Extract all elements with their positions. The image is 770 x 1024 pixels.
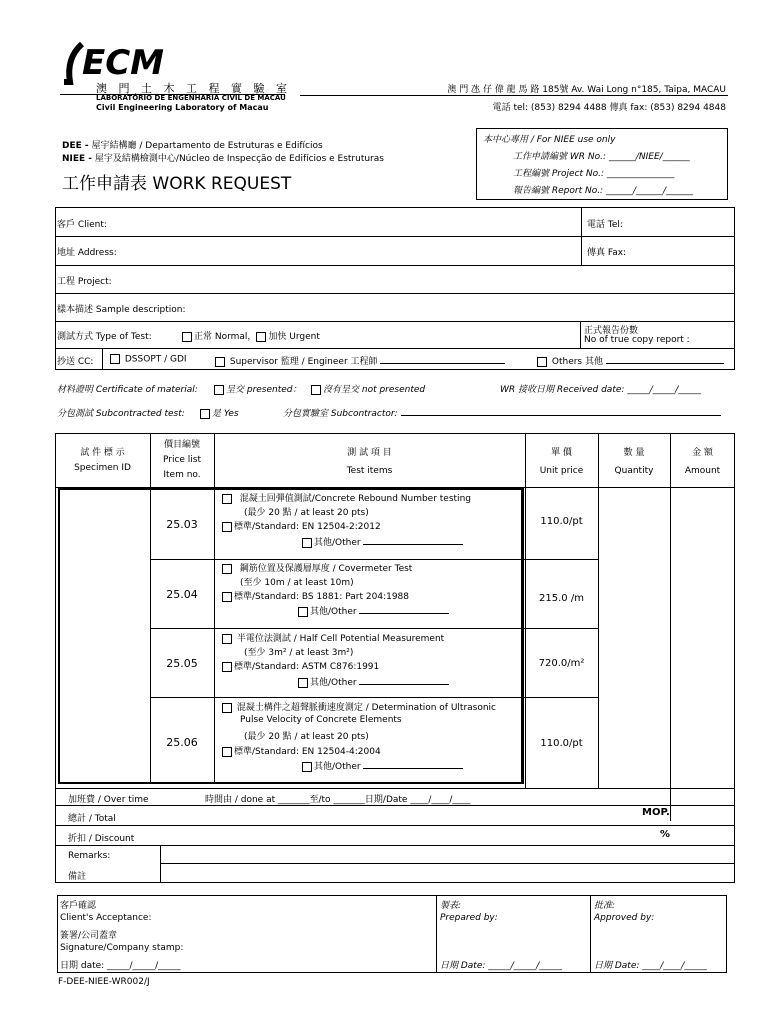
dept-dee: DEE - 屋宇結構廳 / Departamento de Estruturas e Edifícios bbox=[62, 141, 323, 151]
client-acceptance-en: Client's Acceptance: bbox=[60, 913, 152, 923]
col-amount-en: Amount bbox=[684, 466, 721, 476]
cc-others-option[interactable]: Others 其他 bbox=[537, 354, 724, 367]
normal-option[interactable]: 正常 Normal， 加快 Urgent bbox=[182, 329, 320, 342]
sample-description-field[interactable]: 樣本描述 Sample description: bbox=[57, 305, 186, 315]
lab-address: 澳 門 氹 仔 偉 龍 馬 路 185號 Av. Wai Long n°185, Taipa, MACAU bbox=[447, 85, 726, 95]
col-unit-en: Unit price bbox=[539, 466, 584, 476]
cc-supervisor-checkbox[interactable] bbox=[215, 357, 225, 367]
cc-label: 抄送 CC: bbox=[57, 357, 94, 367]
unit-price: 110.0/pt bbox=[540, 516, 583, 527]
standard-checkbox[interactable] bbox=[222, 522, 232, 532]
subcontract-yes-checkbox[interactable] bbox=[200, 409, 210, 419]
col-unit-zh: 單 價 bbox=[551, 448, 572, 458]
item-code: 25.04 bbox=[166, 588, 198, 601]
unit-price: 110.0/pt bbox=[540, 738, 583, 749]
other-checkbox[interactable] bbox=[298, 607, 308, 617]
col-specimen-en: Specimen ID bbox=[74, 463, 131, 473]
other-option[interactable]: 其他/Other bbox=[298, 675, 449, 688]
item-line: Pulse Velocity of Concrete Elements bbox=[240, 715, 402, 725]
niee-use-box bbox=[476, 128, 728, 200]
mop-label: MOP. bbox=[642, 807, 670, 818]
prepared-date-field[interactable]: 日期 Date: _____/_____/_____ bbox=[440, 961, 562, 971]
other-option[interactable]: 其他/Other bbox=[298, 604, 449, 617]
client-field[interactable]: 客戶 Client: bbox=[57, 220, 107, 230]
item-test-option[interactable]: 混凝土構件之超聲脈衝速度測定 / Determination of Ultrasonic bbox=[222, 700, 496, 713]
unit-price: 215.0 /m bbox=[539, 593, 584, 604]
col-qty-zh: 數 量 bbox=[623, 448, 645, 458]
standard-checkbox[interactable] bbox=[222, 747, 232, 757]
fax-field[interactable]: 傳真 Fax: bbox=[587, 248, 627, 258]
lab-name-pt: LABORATÓRIO DE ENGENHARIA CIVIL DE MACAU bbox=[96, 94, 286, 102]
project-field[interactable]: 工程 Project: bbox=[57, 277, 112, 287]
col-price-en1: Price list bbox=[162, 455, 202, 465]
prepared-zh: 製表: bbox=[440, 901, 462, 911]
item-checkbox[interactable] bbox=[222, 703, 232, 713]
col-price-en2: Item no. bbox=[163, 470, 201, 480]
percent-label: % bbox=[660, 829, 671, 840]
lab-name-zh: 澳 門 土 木 工 程 實 驗 室 bbox=[96, 82, 291, 95]
cc-supervisor-option[interactable]: Supervisor 監理 / Engineer 工程師 bbox=[215, 354, 505, 367]
discount-label: 折扣 / Discount bbox=[68, 834, 135, 844]
col-tests-en: Test items bbox=[346, 466, 393, 476]
item-test-option[interactable]: 鋼筋位置及保護層厚度 / Covermeter Test bbox=[222, 561, 412, 574]
urgent-checkbox[interactable] bbox=[256, 332, 266, 342]
standard-option[interactable]: 標準/Standard: EN 12504-4:2004 bbox=[222, 744, 381, 757]
item-line: (至少 3m² / at least 3m²) bbox=[244, 648, 354, 658]
remarks-label-en: Remarks: bbox=[68, 851, 111, 861]
col-price-zh: 價目編號 bbox=[163, 440, 200, 450]
standard-option[interactable]: 標準/Standard: BS 1881: Part 204:1988 bbox=[222, 589, 409, 602]
form-code: F-DEE-NIEE-WR002/J bbox=[58, 977, 150, 987]
remarks-label-zh: 備註 bbox=[68, 872, 87, 882]
report-no-field[interactable]: 報告編號 Report No.: ______/______/______ bbox=[513, 186, 694, 196]
subcontractor-field[interactable]: 分包實驗室 Subcontractor: bbox=[283, 406, 721, 419]
signature-field[interactable]: Signature/Company stamp: bbox=[60, 943, 184, 953]
page-title: 工作申請表 WORK REQUEST bbox=[62, 174, 292, 194]
not-presented-option[interactable]: 沒有呈交 not presented bbox=[311, 382, 425, 395]
item-checkbox[interactable] bbox=[222, 494, 232, 504]
subcontract-yes-option[interactable]: 是 Yes bbox=[200, 406, 239, 419]
item-checkbox[interactable] bbox=[222, 634, 232, 644]
overtime-label: 加班費 / Over time bbox=[68, 795, 149, 805]
item-code: 25.06 bbox=[166, 736, 198, 749]
other-option[interactable]: 其他/Other bbox=[302, 535, 463, 548]
col-amount-zh: 金 額 bbox=[692, 448, 713, 458]
copies-label-zh: 正式報告份數 bbox=[584, 326, 639, 336]
normal-checkbox[interactable] bbox=[182, 332, 192, 342]
cc-dssopt-option[interactable]: DSSOPT / GDI bbox=[110, 354, 187, 365]
address-field[interactable]: 地址 Address: bbox=[57, 248, 117, 258]
approved-date-field[interactable]: 日期 Date: ____/____/_____ bbox=[594, 961, 707, 971]
item-test-option[interactable]: 半電位法測試 / Half Cell Potential Measurement bbox=[222, 631, 444, 644]
project-no-field[interactable]: 工程編號 Project No.: _______________ bbox=[513, 169, 675, 179]
col-tests-zh: 測 試 項 目 bbox=[347, 448, 392, 458]
test-type-label: 測試方式 Type of Test: bbox=[57, 332, 152, 342]
other-checkbox[interactable] bbox=[298, 678, 308, 688]
item-line: (至少 10m / at least 10m) bbox=[240, 578, 354, 588]
item-code: 25.03 bbox=[166, 518, 198, 531]
signature-zh: 簽署/公司蓋章 bbox=[60, 931, 118, 941]
overtime-detail-field[interactable]: 時間由 / done at _______至/to _______日期/Date ____/____/____ bbox=[205, 795, 471, 805]
item-line: (最少 20 點 / at least 20 pts) bbox=[244, 732, 369, 742]
not-presented-checkbox[interactable] bbox=[311, 385, 321, 395]
standard-checkbox[interactable] bbox=[222, 592, 232, 602]
received-date-field[interactable]: WR 接收日期 Received date: _____/_____/_____ bbox=[500, 385, 701, 395]
approved-by-field[interactable]: Approved by: bbox=[594, 913, 655, 923]
standard-checkbox[interactable] bbox=[222, 662, 232, 672]
standard-option[interactable]: 標準/Standard: ASTM C876:1991 bbox=[222, 659, 379, 672]
unit-price: 720.0/m² bbox=[538, 658, 585, 669]
client-section bbox=[55, 207, 735, 370]
other-checkbox[interactable] bbox=[302, 762, 312, 772]
col-qty-en: Quantity bbox=[614, 466, 654, 476]
client-date-field[interactable]: 日期 date: _____/_____/_____ bbox=[60, 961, 181, 971]
item-line: (最少 20 點 / at least 20 pts) bbox=[244, 508, 369, 518]
subcontract-label: 分包測試 Subcontracted test: bbox=[57, 409, 185, 419]
tel-field[interactable]: 電話 Tel: bbox=[587, 220, 623, 230]
other-option[interactable]: 其他/Other bbox=[302, 759, 463, 772]
item-code: 25.05 bbox=[166, 657, 198, 670]
niee-box-heading: 本中心專用 / For NIEE use only bbox=[483, 135, 616, 145]
dept-niee: NIEE - 屋宇及結構檢測中心/Núcleo de Inspecção de Edifícios e Estruturas bbox=[62, 154, 384, 164]
presented-checkbox[interactable] bbox=[214, 385, 224, 395]
total-label: 總計 / Total bbox=[68, 814, 116, 824]
cc-dssopt-checkbox[interactable] bbox=[110, 354, 120, 364]
lab-contact: 電話 tel: (853) 8294 4488 傳真 fax: (853) 8294 4848 bbox=[492, 103, 726, 113]
item-checkbox[interactable] bbox=[222, 564, 232, 574]
approved-zh: 批准: bbox=[594, 901, 616, 911]
lab-name-en: Civil Engineering Laboratory of Macau bbox=[96, 103, 269, 112]
item-test-option[interactable]: 混凝土回彈值測試/Concrete Rebound Number testing bbox=[222, 491, 471, 504]
standard-option[interactable]: 標準/Standard: EN 12504-2:2012 bbox=[222, 519, 381, 532]
client-acceptance-zh: 客戶確認 bbox=[60, 901, 97, 911]
prepared-by-field[interactable]: Prepared by: bbox=[440, 913, 498, 923]
copies-field[interactable]: No of true copy report : bbox=[584, 335, 690, 345]
other-checkbox[interactable] bbox=[302, 538, 312, 548]
col-specimen-zh: 試 件 標 示 bbox=[80, 448, 125, 458]
wr-no-field[interactable]: 工作申請編號 WR No.: ______/NIEE/______ bbox=[513, 152, 690, 162]
presented-option[interactable]: 呈交 presented： bbox=[214, 382, 302, 395]
certificate-label: 材料證明 Certificate of material: bbox=[57, 385, 198, 395]
svg-text:ECM: ECM bbox=[82, 43, 165, 83]
cc-others-checkbox[interactable] bbox=[537, 357, 547, 367]
